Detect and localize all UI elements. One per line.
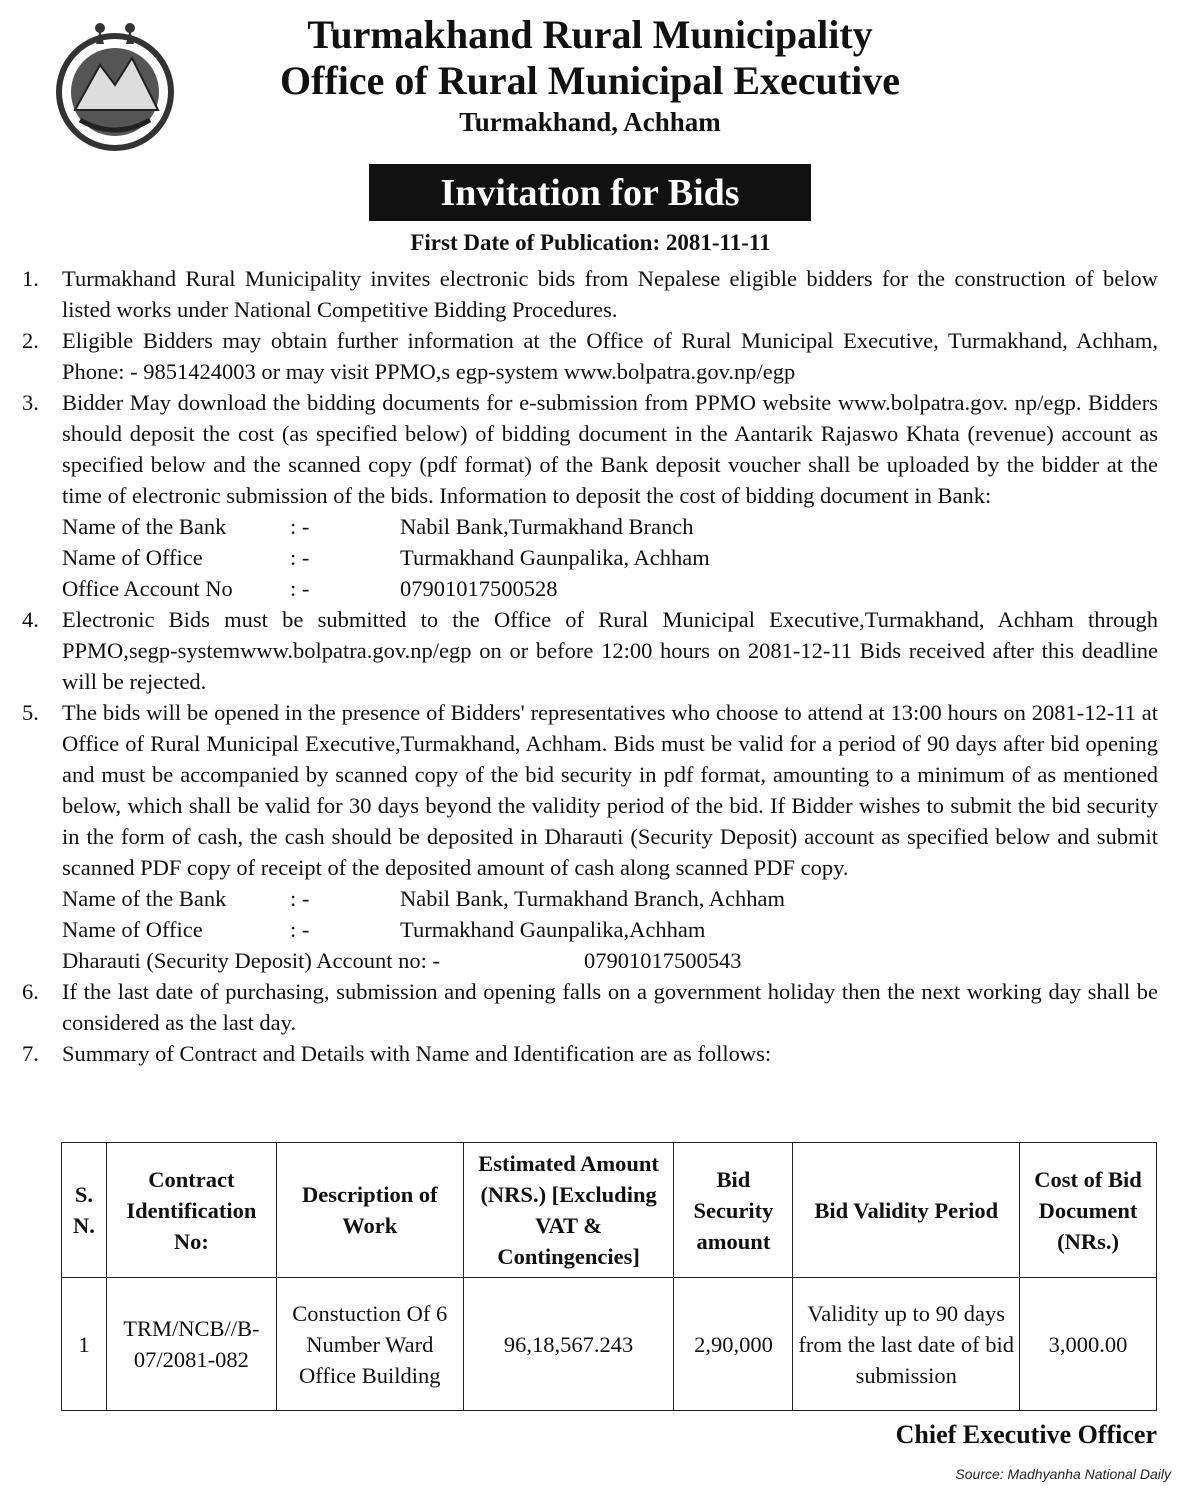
column-header: S. N.	[62, 1143, 107, 1278]
table-cell: 96,18,567.243	[463, 1278, 674, 1411]
list-item: 1. Turmakhand Rural Municipality invites electronic bids from Nepalese eligible bidders for the construction of below listed works under National Competitive Bidding Procedures.	[22, 266, 1158, 322]
table-cell: TRM/NCB//B-07/2081-082	[106, 1278, 276, 1411]
office-location: Turmakhand, Achham	[459, 107, 721, 137]
list-item: 2. Eligible Bidders may obtain further information at the Office of Rural Municipal Executive, Turmakhand, Achham, Phone: - 9851424003 or may visit PPMO,s egp-system www.bolpatra.gov.np/egp	[22, 328, 1158, 384]
bank-detail-row: Name of the Bank : - Nabil Bank,Turmakhand Branch	[62, 514, 694, 539]
government-emblem-icon	[40, 20, 190, 160]
notice-body	[22, 263, 1158, 1069]
org-name: Turmakhand Rural Municipality	[307, 12, 873, 57]
bank-detail-row: Dharauti (Security Deposit) Account no: - 07901017500543	[62, 948, 742, 973]
column-header: Bid Security amount	[674, 1143, 793, 1278]
list-item: 3. Bidder May download the bidding documents for e-submission from PPMO website www.bolpatra.gov. np/egp. Bidders should deposit the cost (as specified below) of bidding document in the Aantarik Rajaswo Khata (revenue) account as specified below and the scanned copy (pdf format) of the Bank deposit voucher shall be uploaded by the bidder at the time of electronic submission of the bids. Information to deposit the cost of bidding document in Bank: Name of the Bank : - Nabil Bank,Turmakhand Branch Name of Office : - Turmakhand Gaunpalika, Achham Office Account No : - 07901017500528	[22, 387, 1158, 604]
source-credit: Source: Madhyanha National Daily	[955, 1466, 1171, 1482]
bank-detail-row: Name of Office : - Turmakhand Gaunpalika,Achham	[62, 917, 706, 942]
bank-detail-row: Name of Office : - Turmakhand Gaunpalika, Achham	[62, 545, 710, 570]
table-cell: 2,90,000	[674, 1278, 793, 1411]
notice-header	[200, 12, 980, 138]
signatory-title: Chief Executive Officer	[895, 1420, 1157, 1449]
contract-summary-table	[61, 1142, 1157, 1411]
column-header: Estimated Amount (NRS.) [Excluding VAT & Contingencies]	[463, 1143, 674, 1278]
table-cell: 1	[62, 1278, 107, 1411]
table-header-row	[62, 1143, 1157, 1278]
table-cell: Validity up to 90 days from the last date of bid submission	[793, 1278, 1020, 1411]
publication-date: First Date of Publication: 2081-11-11	[410, 230, 771, 255]
list-item: 4. Electronic Bids must be submitted to the Office of Rural Municipal Executive,Turmakhand, Achham through PPMO,segp-systemwww.bolpatra.gov.np/egp on or before 12:00 hours on 2081-12-11 Bids received after this deadline will be rejected.	[22, 607, 1158, 694]
list-item: 6. If the last date of purchasing, submission and opening falls on a government holiday then the next working day shall be considered as the last day.	[22, 979, 1158, 1035]
table-row	[62, 1278, 1157, 1411]
notice-title: Invitation for Bids	[369, 164, 811, 221]
list-item: 5. The bids will be opened in the presence of Bidders' representatives who choose to attend at 13:00 hours on 2081-12-11 at Office of Rural Municipal Executive,Turmakhand, Achham. Bids must be valid for a period of 90 days after bid opening and must be accompanied by scanned copy of the bid security in pdf format, amounting to a minimum of as mentioned below, which shall be valid for 30 days beyond the validity period of the bid. If Bidder wishes to submit the bid security in the form of cash, the cash should be deposited in Dharauti (Security Deposit) account as specified below and submit scanned PDF copy of receipt of the deposited amount of cash along scanned PDF copy. Name of the Bank : - Nabil Bank, Turmakhand Branch, Achham Name of Office : - Turmakhand Gaunpalika,Achham Dharauti (Security Deposit) Account no: - 07901017500543	[22, 697, 1158, 976]
bank-detail-row: Office Account No : - 07901017500528	[62, 576, 558, 601]
column-header: Contract Identification No:	[106, 1143, 276, 1278]
bank-detail-row: Name of the Bank : - Nabil Bank, Turmakhand Branch, Achham	[62, 886, 785, 911]
table-cell: 3,000.00	[1020, 1278, 1157, 1411]
column-header: Cost of Bid Document (NRs.)	[1020, 1143, 1157, 1278]
table-cell: Constuction Of 6 Number Ward Office Building	[276, 1278, 463, 1411]
office-name: Office of Rural Municipal Executive	[280, 58, 900, 103]
column-header: Description of Work	[276, 1143, 463, 1278]
column-header: Bid Validity Period	[793, 1143, 1020, 1278]
list-item: 7. Summary of Contract and Details with Name and Identification are as follows:	[22, 1041, 772, 1066]
